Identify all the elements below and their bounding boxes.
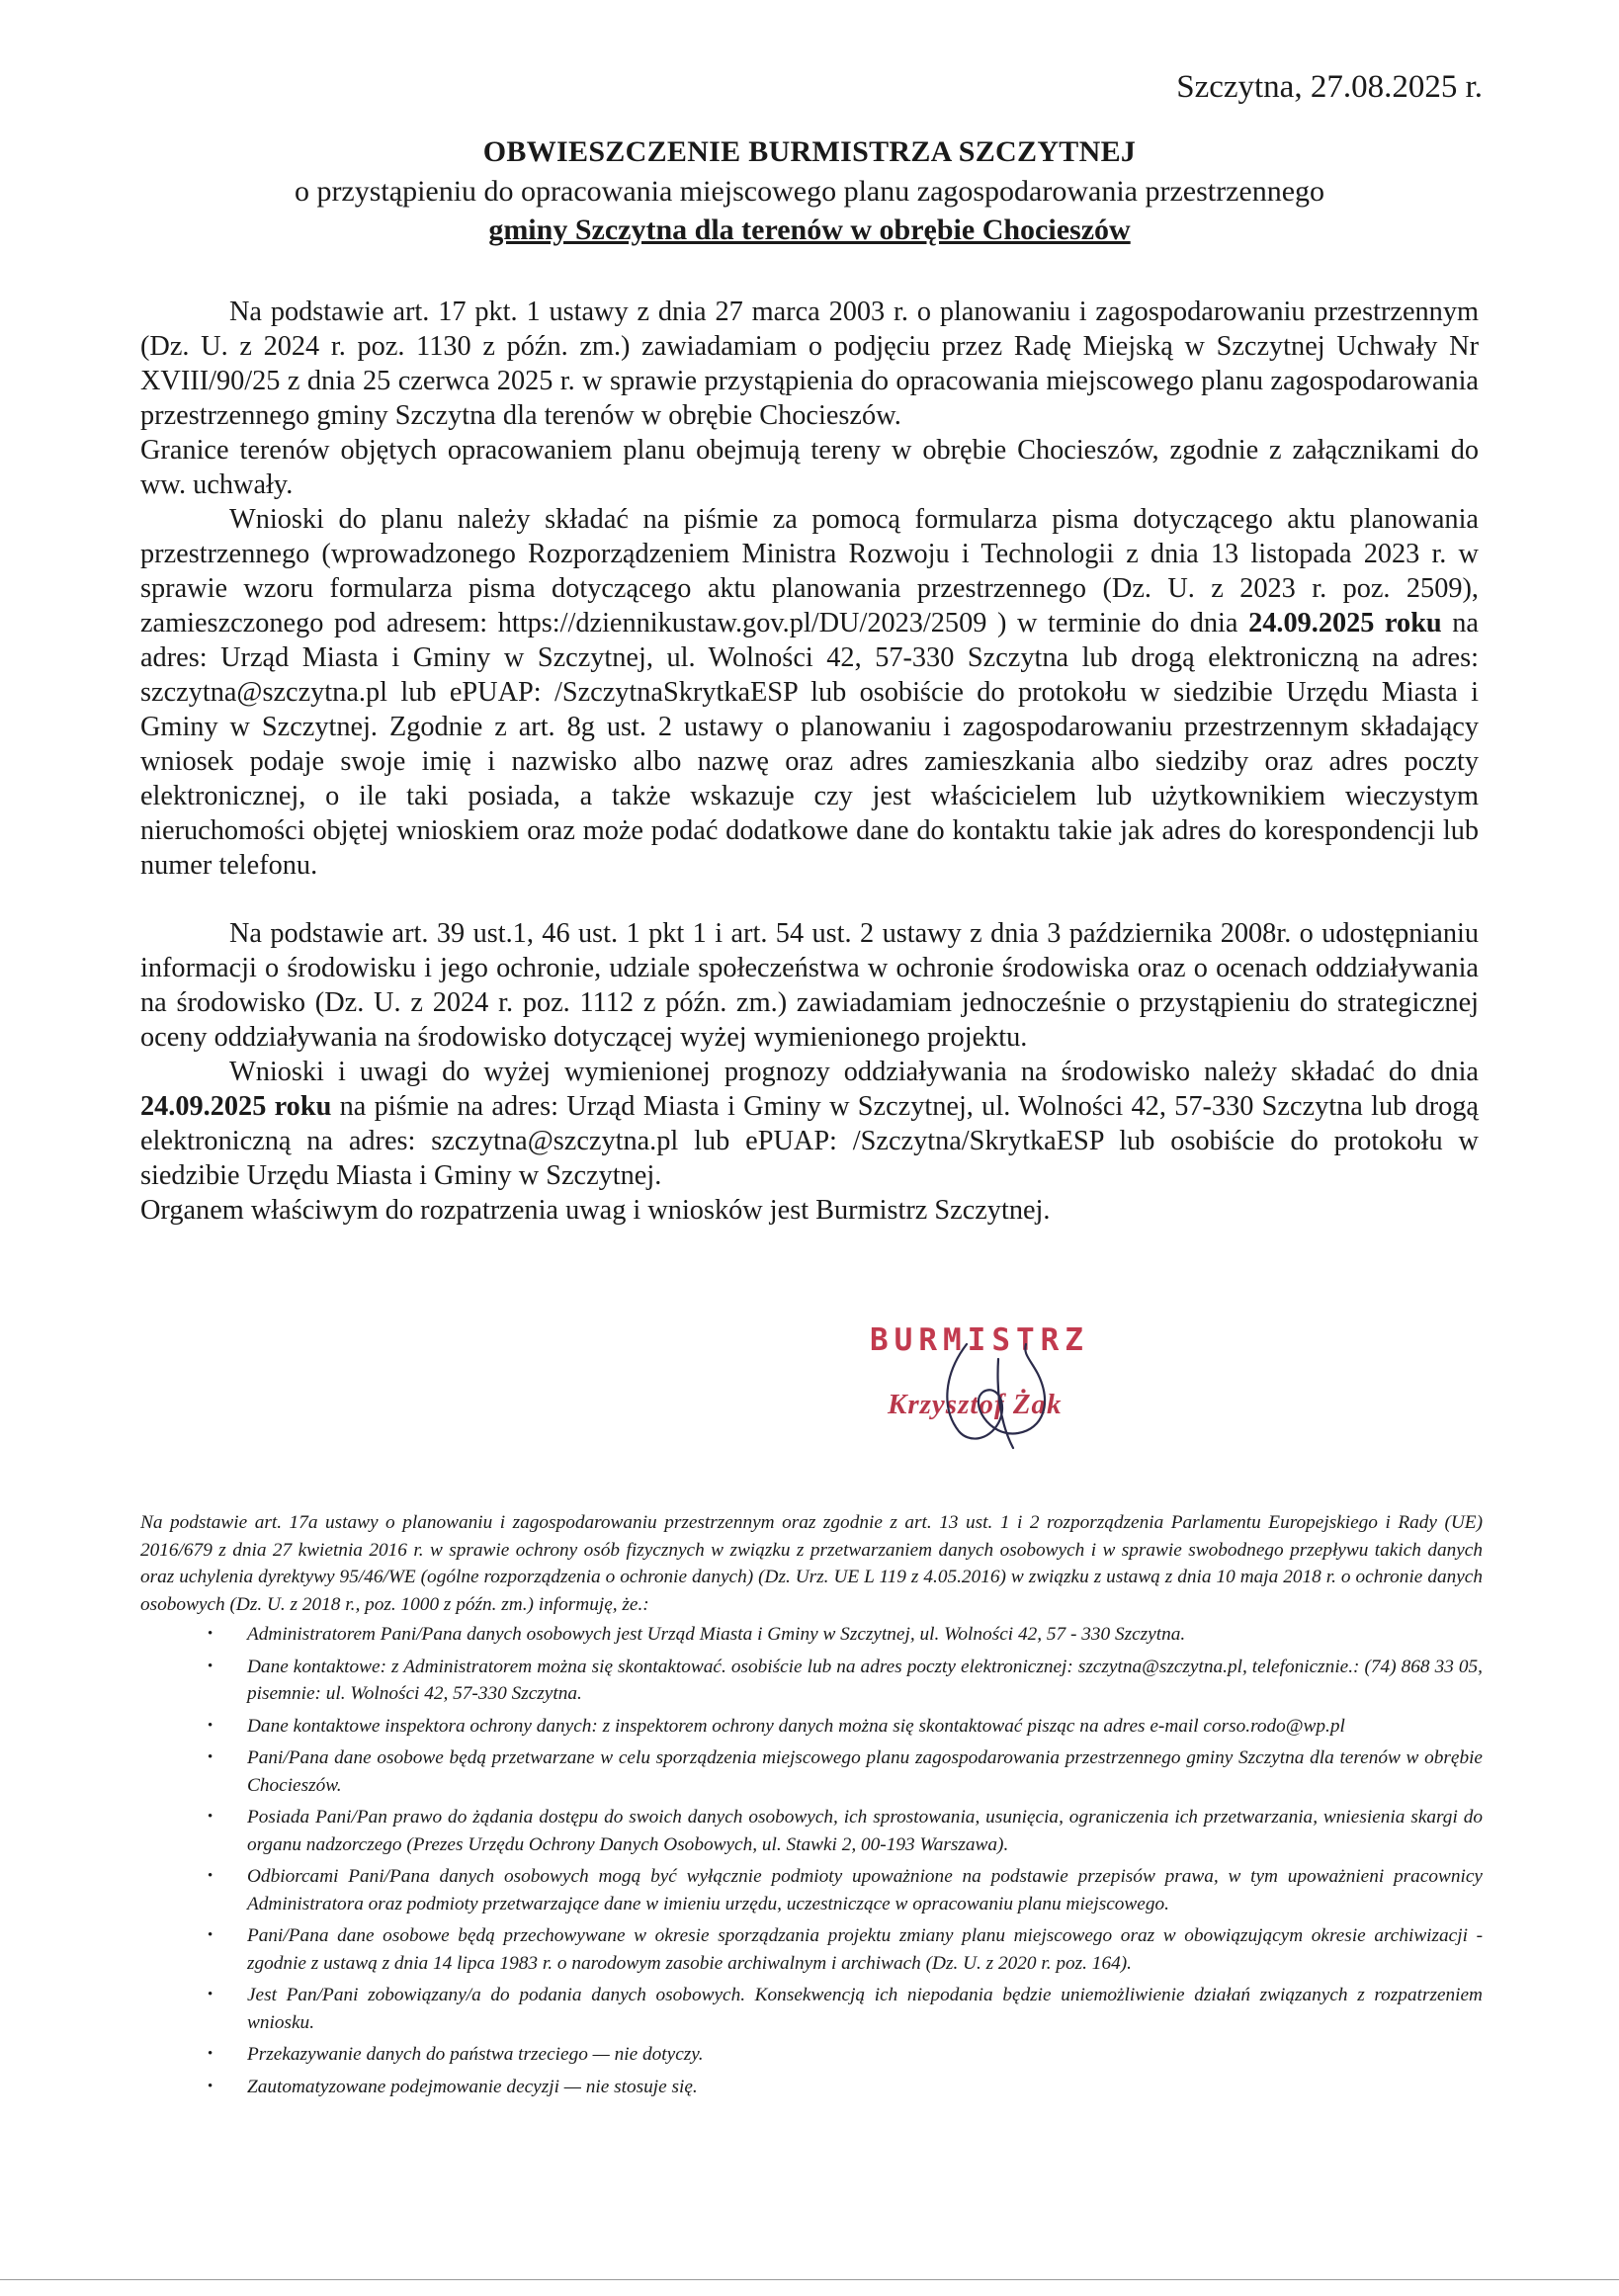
submissions-deadline: 24.09.2025 roku — [1248, 608, 1442, 638]
paragraph-legal-basis: Na podstawie art. 17 pkt. 1 ustawy z dnia 27 marca 2003 r. o planowaniu i zagospodarowaniu przestrzennym (Dz. U. z 2024 r. poz. 1130 z późn. zm.) zawiadamiam o podjęciu przez Radę Miejską w Szczytnej Uchwały Nr XVIII/90/25 z dnia 25 czerwca 2025 r. w sprawie przystąpienia do opracowania miejscowego planu zagospodarowania przestrzennego gminy Szczytna dla terenów w obrębie Chocieszów. — [140, 297, 1479, 431]
submissions-text-b: na adres: Urząd Miasta i Gminy w Szczytnej, ul. Wolności 42, 57-330 Szczytna lub drogą elektroniczną na adres: szczytna@szczytna.pl lub ePUAP: /SzczytnaSkrytkaESP lub osobiście do protokołu w siedzibie Urzędu Miasta i Gminy w Szczytnej. Zgodnie z art. 8g ust. 2 ustawy o planowaniu i zagospodarowaniu przestrzennym składający wniosek podaje swoje imię i nazwisko albo nazwę oraz adres zamieszkania albo siedziby oraz adres poczty elektronicznej, o ile taki posiada, a także wskazuje czy jest właścicielem lub użytkownikiem wieczystym nieruchomości objętej wnioskiem oraz może podać dodatkowe dane do kontaktu takie jak adres do korespondencji lub numer telefonu. — [140, 608, 1479, 881]
stamp-title: BURMISTRZ — [870, 1322, 1089, 1358]
forecast-deadline: 24.09.2025 roku — [140, 1091, 332, 1122]
document-subject: gminy Szczytna dla terenów w obrębie Chocieszów — [488, 213, 1131, 246]
stamp-name: Krzysztof Żak — [888, 1389, 1063, 1420]
bullet-icon: • — [208, 1658, 213, 1674]
document-subtitle: o przystąpieniu do opracowania miejscowego planu zagospodarowania przestrzennego — [294, 175, 1325, 208]
bullet-icon: • — [208, 2078, 213, 2094]
document-title: OBWIESZCZENIE BURMISTRZA SZCZYTNEJ — [482, 135, 1137, 168]
page-bottom-divider — [0, 2279, 1619, 2280]
clause-item: • Pani/Pana dane osobowe będą przechowywane w okresie sporządzania projektu zmiany planu miejscowego oraz w obowiązującym okresie archiwizacji - zgodnie z ustawą z dnia 14 lipca 1983 r. o narodowym zasobie archiwalnym i archiwach (Dz. U. z 2020 r. poz. 164). — [247, 1922, 1483, 1977]
bullet-icon: • — [208, 1749, 213, 1765]
bullet-icon: • — [208, 1626, 213, 1642]
bullet-icon: • — [208, 1927, 213, 1943]
clause-item: • Dane kontaktowe inspektora ochrony danych: z inspektorem ochrony danych można się skontaktować pisząc na adres e-mail corso.rodo@wp.pl — [247, 1713, 1483, 1741]
clause-item: • Przekazywanie danych do państwa trzeciego — nie dotyczy. — [247, 2041, 1483, 2069]
clause-list — [140, 1621, 1483, 2100]
clause-intro: Na podstawie art. 17a ustawy o planowaniu i zagospodarowaniu przestrzennym oraz zgodnie z art. 13 ust. 1 i 2 rozporządzenia Parlamentu Europejskiego i Rady (UE) 2016/679 z dnia 27 kwietnia 2016 r. w sprawie ochrony osób fizycznych w związku z przetwarzaniem danych osobowych i w sprawie swobodnego przepływu takich danych oraz uchylenia dyrektywy 95/46/WE (ogólne rozporządzenia o ochronie danych) (Dz. Urz. UE L 119 z 4.05.2016) w związku z ustawą z dnia 10 maja 2018 r. o ochronie danych osobowych (Dz. U. z 2018 r., poz. 1000 z późn. zm.) informuję, że.: — [140, 1512, 1483, 1615]
paragraph-forecast-remarks — [140, 1055, 1479, 1193]
paragraph-competent-authority: Organem właściwym do rozpatrzenia uwag i wniosków jest Burmistrz Szczytnej. — [140, 1195, 1051, 1226]
clause-item: • Dane kontaktowe: z Administratorem można się skontaktować. osobiście lub na adres poczty elektronicznej: szczytna@szczytna.pl, telefonicznie.: (74) 868 33 05, pisemnie: ul. Wolności 42, 57-330 Szczytna. — [247, 1654, 1483, 1708]
clause-item: • Pani/Pana dane osobowe będą przetwarzane w celu sporządzenia miejscowego planu zagospodarowania przestrzennego gminy Szczytna dla terenów w obrębie Chocieszów. — [247, 1744, 1483, 1799]
gdpr-information-clause — [140, 1509, 1483, 2105]
bullet-icon: • — [208, 1717, 213, 1734]
clause-item: • Odbiorcami Pani/Pana danych osobowych mogą być wyłącznie podmioty upoważnione na podstawie przepisów prawa, w tym upoważnieni pracownicy Administratora oraz podmioty przetwarzające dane w imieniu urzędu, uczestniczące w opracowaniu planu miejscowego. — [247, 1863, 1483, 1917]
clause-item: • Posiada Pani/Pan prawo do żądania dostępu do swoich danych osobowych, ich sprostowania, usunięcia, ograniczenia ich przetwarzania, wniesienia skargi do organu nadzorczego (Prezes Urzędu Ochrony Danych Osobowych, ul. Stawki 2, 00-193 Warszawa). — [247, 1804, 1483, 1858]
announcement-body — [140, 295, 1479, 1228]
submissions-text-a: Wnioski do planu należy składać na piśmie za pomocą formularza pisma dotyczącego aktu planowania przestrzennego (wprowadzonego Rozporządzeniem Ministra Rozwoju i Technologii z dnia 13 listopada 2023 r. w sprawie wzoru formularza pisma dotyczącego aktu planowania przestrzennego (Dz. U. z 2023 r. poz. 2509), zamieszczonego pod adresem: https://dziennikustaw.gov.pl/DU/2023/2509 ) w terminie do dnia — [140, 504, 1479, 638]
document-date: Szczytna, 27.08.2025 r. — [1176, 69, 1483, 105]
mayor-signature-stamp — [850, 1315, 1166, 1463]
bullet-icon: • — [208, 1868, 213, 1884]
clause-item: • Jest Pan/Pani zobowiązany/a do podania danych osobowych. Konsekwencją ich niepodania będzie uniemożliwienie działań związanych z rozpatrzeniem wniosku. — [247, 1982, 1483, 2036]
forecast-text-b: na piśmie na adres: Urząd Miasta i Gminy w Szczytnej, ul. Wolności 42, 57-330 Szczytna lub drogą elektroniczną na adres: szczytna@szczytna.pl lub ePUAP: /Szczytna/SkrytkaESP lub osobiście do protokołu w siedzibie Urzędu Miasta i Gminy w Szczytnej. — [140, 1091, 1479, 1191]
paragraph-environmental-assessment: Na podstawie art. 39 ust.1, 46 ust. 1 pkt 1 i art. 54 ust. 2 ustawy z dnia 3 października 2008r. o udostępnianiu informacji o środowisku i jego ochronie, udziale społeczeństwa w ochronie środowiska oraz o ocenach oddziaływania na środowisko (Dz. U. z 2024 r. poz. 1112 z późn. zm.) zawiadamiam jednocześnie o przystąpieniu do strategicznej oceny oddziaływania na środowisko dotyczącej wyżej wymienionego projektu. — [140, 918, 1479, 1053]
paragraph-submissions — [140, 502, 1479, 883]
clause-item: • Administratorem Pani/Pana danych osobowych jest Urząd Miasta i Gminy w Szczytnej, ul. Wolności 42, 57 - 330 Szczytna. — [247, 1621, 1483, 1649]
paragraph-boundaries: Granice terenów objętych opracowaniem planu obejmują tereny w obrębie Chocieszów, zgodnie z załącznikami do ww. uchwały. — [140, 435, 1479, 500]
bullet-icon: • — [208, 1987, 213, 2002]
clause-item: • Zautomatyzowane podejmowanie decyzji — nie stosuje się. — [247, 2074, 1483, 2101]
document-heading — [0, 131, 1619, 250]
handwritten-signature — [850, 1315, 1166, 1463]
bullet-icon: • — [208, 2046, 213, 2062]
forecast-text-a: Wnioski i uwagi do wyżej wymienionej prognozy oddziaływania na środowisko należy składać do dnia — [229, 1057, 1479, 1087]
bullet-icon: • — [208, 1809, 213, 1825]
